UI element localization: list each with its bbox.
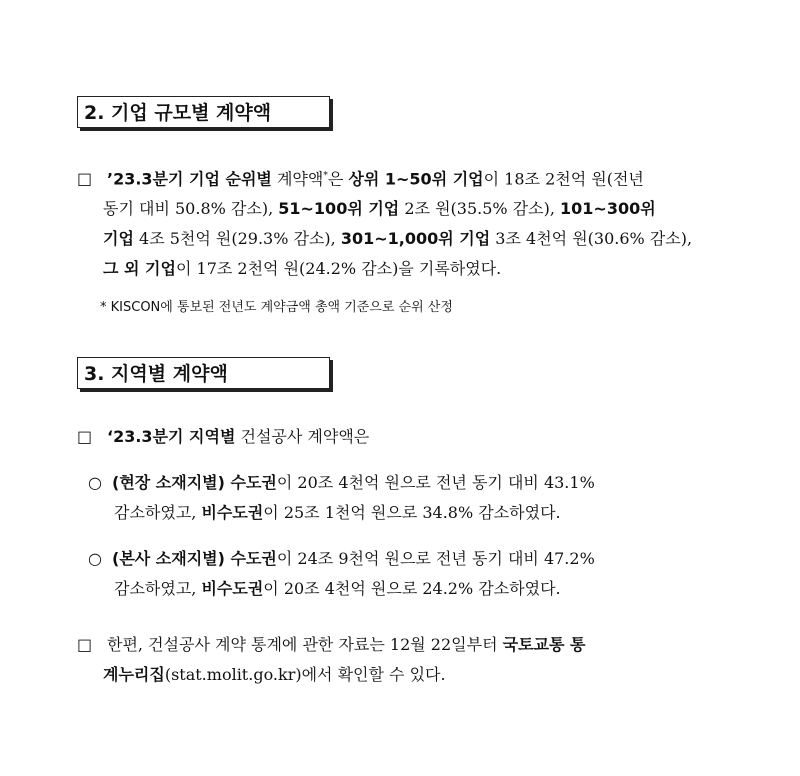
site-location-label: (현장 소재지별) 수도권 bbox=[112, 473, 277, 492]
text: 이 18조 2천억 원(전년 bbox=[483, 169, 644, 189]
closing-paragraph bbox=[77, 630, 737, 690]
footnote: * KISCON에 통보된 전년도 계약금액 총액 기준으로 순위 산정 bbox=[100, 300, 453, 315]
site-location-item bbox=[88, 468, 738, 528]
section-2-paragraph bbox=[77, 161, 737, 284]
section-3-title: 3. 지역별 계약액 bbox=[77, 357, 330, 389]
text: 이 20조 4천억 원으로 24.2% 감소하였다. bbox=[263, 579, 561, 598]
period-label: ’23.3분기 기업 순위별 bbox=[107, 169, 272, 189]
rank-label-1-50: 상위 1~50위 기업 bbox=[348, 169, 484, 189]
square-bullet: □ bbox=[77, 427, 93, 446]
section-2-title: 2. 기업 규모별 계약액 bbox=[77, 96, 330, 128]
statnuri-url: (stat.molit.go.kr)에서 확인할 수 있다. bbox=[164, 665, 446, 684]
rank-label-301-1000: 301~1,000위 기업 bbox=[340, 229, 491, 249]
non-capital-label: 비수도권 bbox=[201, 503, 264, 522]
text: 감소하였고, bbox=[114, 503, 202, 522]
square-bullet: □ bbox=[77, 169, 93, 189]
text: 2조 원(35.5% 감소), bbox=[399, 199, 561, 219]
footnote-marker: * bbox=[323, 171, 328, 181]
text: 건설공사 계약액은 bbox=[235, 427, 370, 446]
section-3-intro bbox=[77, 422, 737, 452]
text: 감소하였고, bbox=[114, 579, 202, 598]
statnuri-name: 국토교통 통 bbox=[502, 635, 586, 654]
statnuri-name-cont: 계누리집 bbox=[103, 665, 165, 684]
text: 동기 대비 50.8% 감소), bbox=[103, 199, 279, 219]
text: 이 24조 9천억 원으로 전년 동기 대비 47.2% bbox=[276, 549, 595, 568]
hq-location-item bbox=[88, 544, 738, 604]
text: 한편, 건설공사 계약 통계에 관한 자료는 12월 22일부터 bbox=[107, 635, 503, 654]
text: 이 25조 1천억 원으로 34.8% 감소하였다. bbox=[263, 503, 561, 522]
square-bullet: □ bbox=[77, 635, 93, 654]
rank-label-others: 그 외 기업 bbox=[103, 259, 176, 279]
text: 3조 4천억 원(30.6% 감소), bbox=[490, 229, 693, 249]
rank-label-51-100: 51~100위 기업 bbox=[278, 199, 400, 219]
circle-bullet: ○ bbox=[88, 549, 102, 568]
rank-label-101-300-cont: 기업 bbox=[103, 229, 134, 249]
period-region-label: ‘23.3분기 지역별 bbox=[107, 427, 236, 446]
text: 계약액 bbox=[271, 169, 324, 189]
non-capital-label: 비수도권 bbox=[201, 579, 264, 598]
text: 4조 5천억 원(29.3% 감소), bbox=[133, 229, 341, 249]
rank-label-101-300: 101~300위 bbox=[560, 199, 656, 219]
text: 이 17조 2천억 원(24.2% 감소)을 기록하였다. bbox=[175, 259, 502, 279]
circle-bullet: ○ bbox=[88, 473, 102, 492]
hq-location-label: (본사 소재지별) 수도권 bbox=[112, 549, 277, 568]
text: 이 20조 4천억 원으로 전년 동기 대비 43.1% bbox=[276, 473, 595, 492]
text: 은 bbox=[327, 169, 349, 189]
